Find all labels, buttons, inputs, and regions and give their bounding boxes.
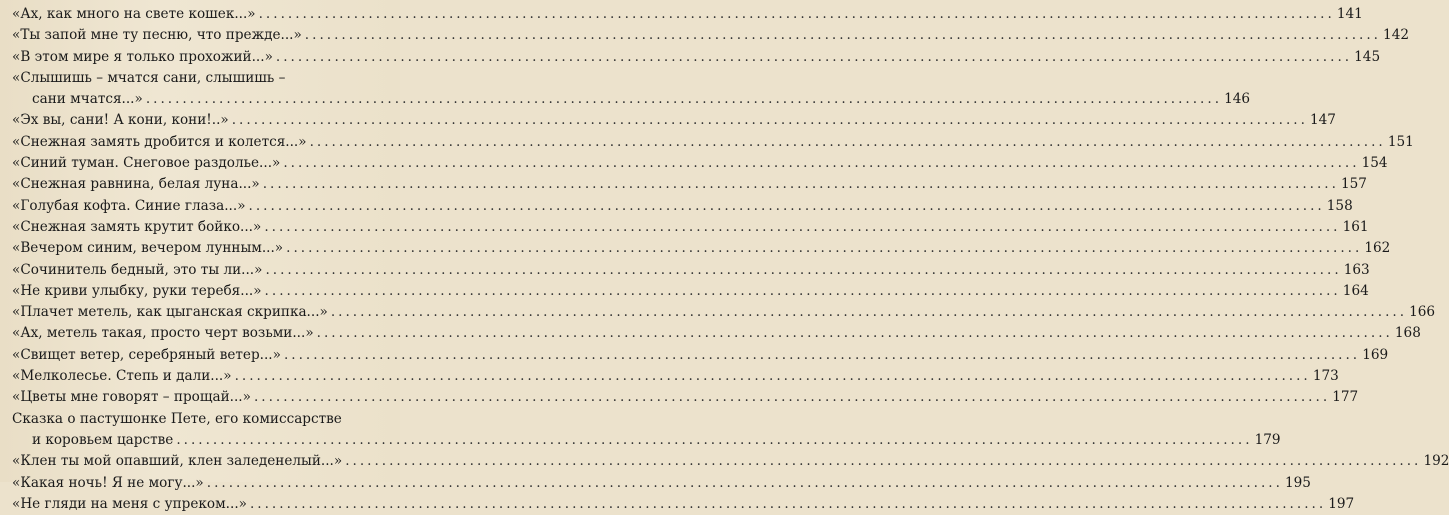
toc-entry-page: 158 [1326,197,1353,214]
toc-entry-title: Сказка о пастушонке Пете, его комиссарстве [12,410,342,427]
toc-entry[interactable] [12,47,1381,68]
toc-entry-page: 146 [1224,91,1251,108]
toc-entry-title: «Цветы мне говорят – прощай...» [12,389,251,406]
dot-leader [331,302,1407,323]
toc-entry[interactable] [12,473,1311,494]
toc-entry-page: 173 [1312,368,1339,385]
toc-entry[interactable] [12,387,1359,408]
toc-entry-title: «Вечером синим, вечером лунным...» [12,240,284,257]
toc-entry-page: 157 [1340,176,1367,193]
toc-entry[interactable] [12,110,1336,131]
toc-entry[interactable] [12,260,1370,281]
toc-entry[interactable] [12,302,1436,323]
dot-leader [259,4,1335,25]
toc-entry[interactable] [12,494,1355,515]
toc-entry[interactable] [12,132,1414,153]
toc-entry-page: 164 [1342,282,1369,299]
toc-entry-title: «Снежная замять крутит бойко...» [12,218,262,235]
dot-leader [176,430,1252,451]
toc-entry-page: 179 [1254,431,1281,448]
toc-entry-first-line[interactable] [12,409,388,430]
toc-entry-title: «Не гляди на меня с упреком...» [12,495,247,512]
toc-entry-page: 161 [1342,218,1369,235]
toc-entry-title: «Эх вы, сани! А кони, кони!..» [12,112,229,129]
toc-entry[interactable] [12,196,1353,217]
toc-entry-title: «Голубая кофта. Синие глаза...» [12,197,246,214]
toc-entry-title: «Свищет ветер, серебряный ветер...» [12,346,281,363]
toc-entry[interactable] [12,238,1391,259]
toc-entry-page: 192 [1423,453,1449,470]
dot-leader [317,323,1393,344]
dot-leader [305,25,1381,46]
dot-leader [250,494,1326,515]
toc-entry[interactable] [12,366,1339,387]
dot-leader [345,451,1421,472]
toc-entry-title: «Мелколесье. Степь и дали...» [12,368,232,385]
toc-entry-title: «Слышишь – мчатся сани, слышишь – [12,69,286,86]
toc-entry[interactable] [12,281,1369,302]
toc-entry[interactable] [12,345,1389,366]
dot-leader [264,217,1340,238]
toc-entry-title: «Плачет метель, как цыганская скрипка...» [12,304,328,321]
toc-entry-title: «Снежная замять дробится и колется...» [12,133,307,150]
toc-entry-page: 197 [1328,495,1355,512]
toc-entry-page: 177 [1332,389,1359,406]
dot-leader [265,281,1341,302]
toc-entry[interactable] [12,217,1369,238]
toc-entry-page: 168 [1394,325,1421,342]
toc-entry[interactable] [12,174,1367,195]
toc-entry-title: «Снежная равнина, белая луна...» [12,176,260,193]
toc-entry-page: 142 [1383,27,1409,44]
dot-leader [263,174,1339,195]
toc-entry-title: «Синий туман. Снеговое раздолье...» [12,155,281,172]
toc-entry-page: 169 [1362,346,1389,363]
dot-leader [286,238,1362,259]
toc-entry-page: 162 [1364,240,1391,257]
toc-entry[interactable] [12,323,1421,344]
toc-entry-title: «В этом мире я только прохожий...» [12,48,273,65]
toc-entry-page: 147 [1309,112,1336,129]
toc-entry-continuation[interactable] [12,89,1251,110]
dot-leader [232,110,1308,131]
table-of-contents [12,4,1449,515]
toc-entry-page: 145 [1354,48,1381,65]
toc-entry-page: 195 [1285,474,1311,491]
toc-entry-title: «Ах, метель такая, просто черт возьми...» [12,325,314,342]
toc-entry-title: «Ты запой мне ту песню, что прежде...» [12,27,302,44]
dot-leader [235,366,1311,387]
toc-entry-page: 163 [1343,261,1370,278]
toc-entry-page: 166 [1409,304,1436,321]
dot-leader [265,260,1341,281]
dot-leader [146,89,1222,110]
toc-entry[interactable] [12,25,1409,46]
dot-leader [310,132,1386,153]
toc-entry-title: сани мчатся...» [32,91,143,108]
toc-entry-page: 141 [1336,6,1363,22]
dot-leader [207,473,1283,494]
dot-leader [254,387,1330,408]
dot-leader [284,345,1360,366]
toc-entry-title: и коровьем царстве [32,431,174,448]
dot-leader [249,196,1325,217]
toc-entry-title: «Ах, как много на свете кошек...» [12,6,256,22]
toc-entry-title: «Какая ночь! Я не могу...» [12,474,204,491]
toc-entry-page: 151 [1387,133,1414,150]
toc-entry-continuation[interactable] [12,430,1281,451]
toc-entry-title: «Клен ты мой опавший, клен заледенелый...» [12,453,343,470]
toc-entry-title: «Сочинитель бедный, это ты ли...» [12,261,263,278]
toc-entry-page: 154 [1361,155,1388,172]
dot-leader [283,153,1359,174]
toc-entry[interactable] [12,451,1449,472]
toc-entry-title: «Не криви улыбку, руки теребя...» [12,282,262,299]
dot-leader [276,47,1352,68]
toc-entry-first-line[interactable] [12,68,388,89]
toc-entry[interactable] [12,153,1388,174]
toc-entry[interactable] [12,4,1363,25]
